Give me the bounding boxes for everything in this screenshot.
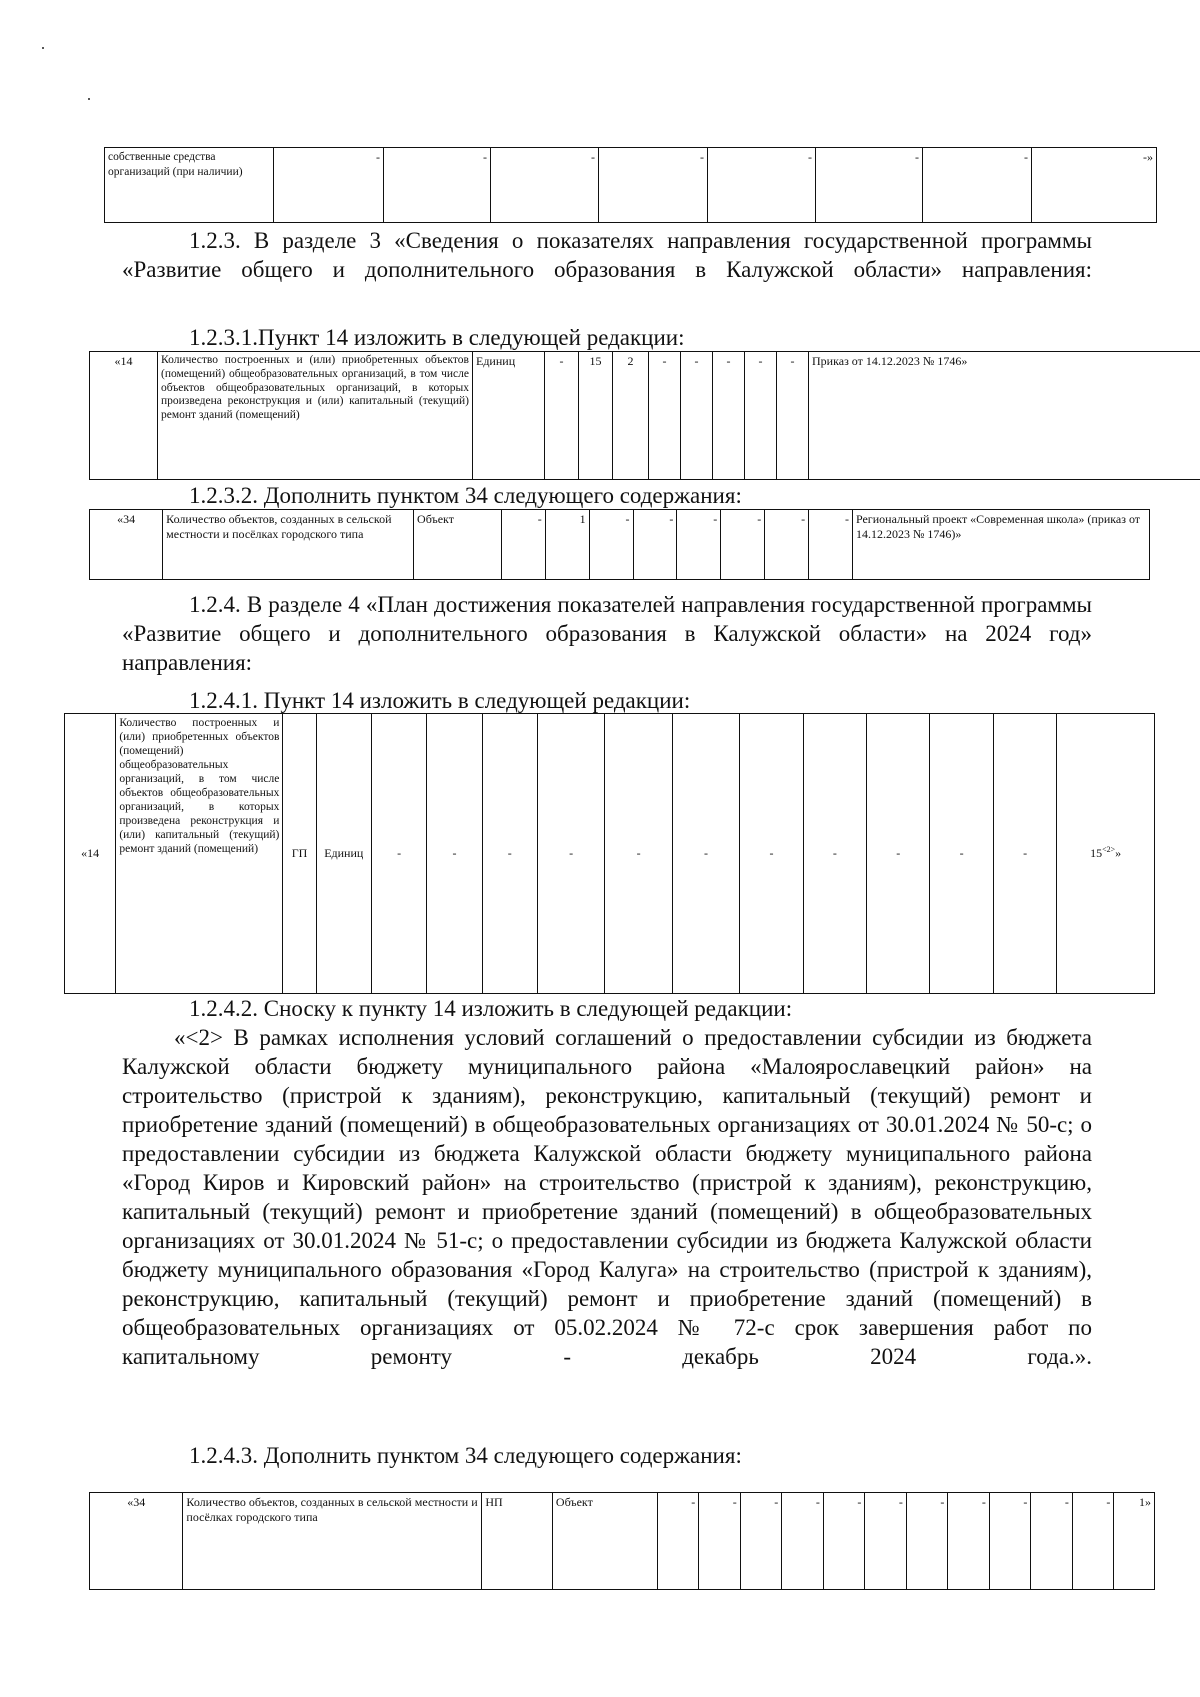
table-row [105, 148, 1157, 223]
table-cell: - [993, 714, 1056, 994]
table-cell: - [677, 510, 721, 580]
closing-quote: » [1115, 846, 1122, 861]
table-cell: 2 [613, 352, 649, 480]
table-cell: - [823, 1493, 865, 1590]
item-number: «34 [90, 510, 163, 580]
table-row [65, 714, 1155, 994]
table-indicator-34 [89, 509, 1150, 580]
footnote-text: «<2> В рамках исполнения условий соглашений о предоставлении субсидии из бюджета Калужской области бюджету муниципального района «Малоярославецкий район» на строительство (пристрой к зданиям), реконструкцию, капитальный (текущий) ремонт и приобретение зданий (помещений) в общеобразовательных организациях от 30.01.2024 № 50-с; о предоставлении субсидии из бюджета Калужской области бюджету муниципального района «Город Киров и Кировский район» на строительство (пристрой к зданиям), реконструкцию, капитальный (текущий) ремонт и приобретение зданий (помещений) в общеобразовательных организациях от 30.01.2024 № 51-с; о предоставлении субсидии из бюджета Калужской области бюджету муниципального образования «Город Калуга» на строительство (пристрой к зданиям), реконструкцию, капитальный (текущий) ремонт и приобретение зданий (помещений) в общеобразовательных организациях от 05.02.2024 № 72-с срок завершения работ по капитальному ремонту - декабрь 2024 года.». [122, 1025, 1092, 1369]
source-document: Региональный проект «Современная школа» (приказ от 14.12.2023 № 1746)» [852, 510, 1149, 580]
final-value [1057, 714, 1155, 994]
indicator-name: Количество объектов, созданных в сельской местности и посёлках городского типа [183, 1493, 482, 1590]
row-label: собственные средства организаций (при наличии) [105, 148, 274, 223]
table-cell: - [482, 714, 537, 994]
table-cell: - [491, 148, 599, 223]
source-document: Приказ от 14.12.2023 № 1746» [809, 352, 1200, 480]
table-cell: - [745, 352, 777, 480]
table-plan-14 [64, 713, 1155, 994]
table-cell: - [672, 714, 739, 994]
table-row [90, 510, 1150, 580]
scan-speck [88, 98, 90, 100]
table-cell: - [589, 510, 633, 580]
table-cell: - [865, 1493, 907, 1590]
table-indicator-14 [89, 351, 1200, 480]
table-cell: - [816, 148, 923, 223]
heading-1-2-3-2: 1.2.3.2. Дополнить пунктом 34 следующего содержания: [189, 483, 742, 508]
table-cell: - [545, 352, 579, 480]
table-cell: - [1072, 1493, 1114, 1590]
table-cell: - [809, 510, 853, 580]
unit: Единиц [316, 714, 371, 994]
table-cell: - [605, 714, 672, 994]
table-cell: - [1031, 1493, 1073, 1590]
table-plan-34 [89, 1492, 1155, 1590]
table-cell: - [274, 148, 384, 223]
table-cell: - [657, 1493, 699, 1590]
table-cell: - [699, 1493, 741, 1590]
heading-1-2-4-1: 1.2.4.1. Пункт 14 изложить в следующей редакции: [189, 688, 691, 713]
item-number: «34 [90, 1493, 183, 1590]
table-cell: 1 [545, 510, 589, 580]
table-cell: - [721, 510, 765, 580]
heading-1-2-4-2: 1.2.4.2. Сноску к пункту 14 изложить в следующей редакции: [189, 996, 793, 1021]
table-cell: 15 [579, 352, 613, 480]
section-1-2-3: 1.2.3. В разделе 3 «Сведения о показателях направления государственной программы «Развитие общего и дополнительного образования в Калужской области» направления: [122, 228, 1092, 282]
table-cell: - [599, 148, 708, 223]
table-cell: - [923, 148, 1032, 223]
section-1-2-4: 1.2.4. В разделе 4 «План достижения показателей направления государственной программы «Развитие общего и дополнительного образования в Калужской области» на 2024 год» направления: [122, 592, 1092, 675]
item-number: «14 [90, 352, 158, 480]
heading-1-2-4-3: 1.2.4.3. Дополнить пунктом 34 следующего содержания: [189, 1443, 742, 1468]
scan-speck [42, 47, 44, 49]
level: ГП [283, 714, 316, 994]
table-cell: - [708, 148, 816, 223]
table-cell: - [427, 714, 482, 994]
table-cell: - [803, 714, 866, 994]
indicator-name: Количество объектов, созданных в сельской местности и посёлках городского типа [163, 510, 414, 580]
table-cell: - [649, 352, 681, 480]
table-row [90, 352, 1200, 480]
table-cell: - [537, 714, 604, 994]
table-cell: - [867, 714, 930, 994]
table-cell: - [501, 510, 545, 580]
table-cell: - [989, 1493, 1031, 1590]
table-cell: - [371, 714, 426, 994]
final-value: 1» [1114, 1493, 1155, 1590]
indicator-name: Количество построенных и (или) приобретенных объектов (помещений) общеобразовательных организаций, в том числе объектов общеобразовательных организаций, в которых произведена реконструкция и (или) капитальный (текущий) ремонт зданий (помещений) [158, 352, 473, 480]
table-row [90, 1493, 1155, 1590]
table-own-funds [104, 147, 1157, 223]
footnote-ref: <2> [1102, 845, 1116, 855]
table-cell: - [384, 148, 491, 223]
final-number: 15 [1090, 846, 1103, 861]
table-cell: - [740, 1493, 782, 1590]
table-cell: -» [1032, 148, 1157, 223]
table-cell: - [740, 714, 803, 994]
table-cell: - [765, 510, 809, 580]
table-cell: - [930, 714, 993, 994]
table-cell: - [681, 352, 713, 480]
indicator-name: Количество построенных и (или) приобретенных объектов (помещений) общеобразовательных организаций, в том числе объектов общеобразовательных организаций, в которых произведена реконструкция и (или) капитальный (текущий) ремонт зданий (помещений) [116, 714, 283, 994]
item-number: «14 [65, 714, 116, 994]
table-cell: - [633, 510, 677, 580]
table-cell: - [713, 352, 745, 480]
table-cell: - [782, 1493, 824, 1590]
unit: Единиц [473, 352, 545, 480]
level: НП [482, 1493, 553, 1590]
heading-1-2-3-1: 1.2.3.1.Пункт 14 изложить в следующей редакции: [189, 325, 685, 350]
unit: Объект [414, 510, 502, 580]
table-cell: - [777, 352, 809, 480]
table-cell: - [906, 1493, 948, 1590]
unit: Объект [552, 1493, 657, 1590]
table-cell: - [948, 1493, 990, 1590]
